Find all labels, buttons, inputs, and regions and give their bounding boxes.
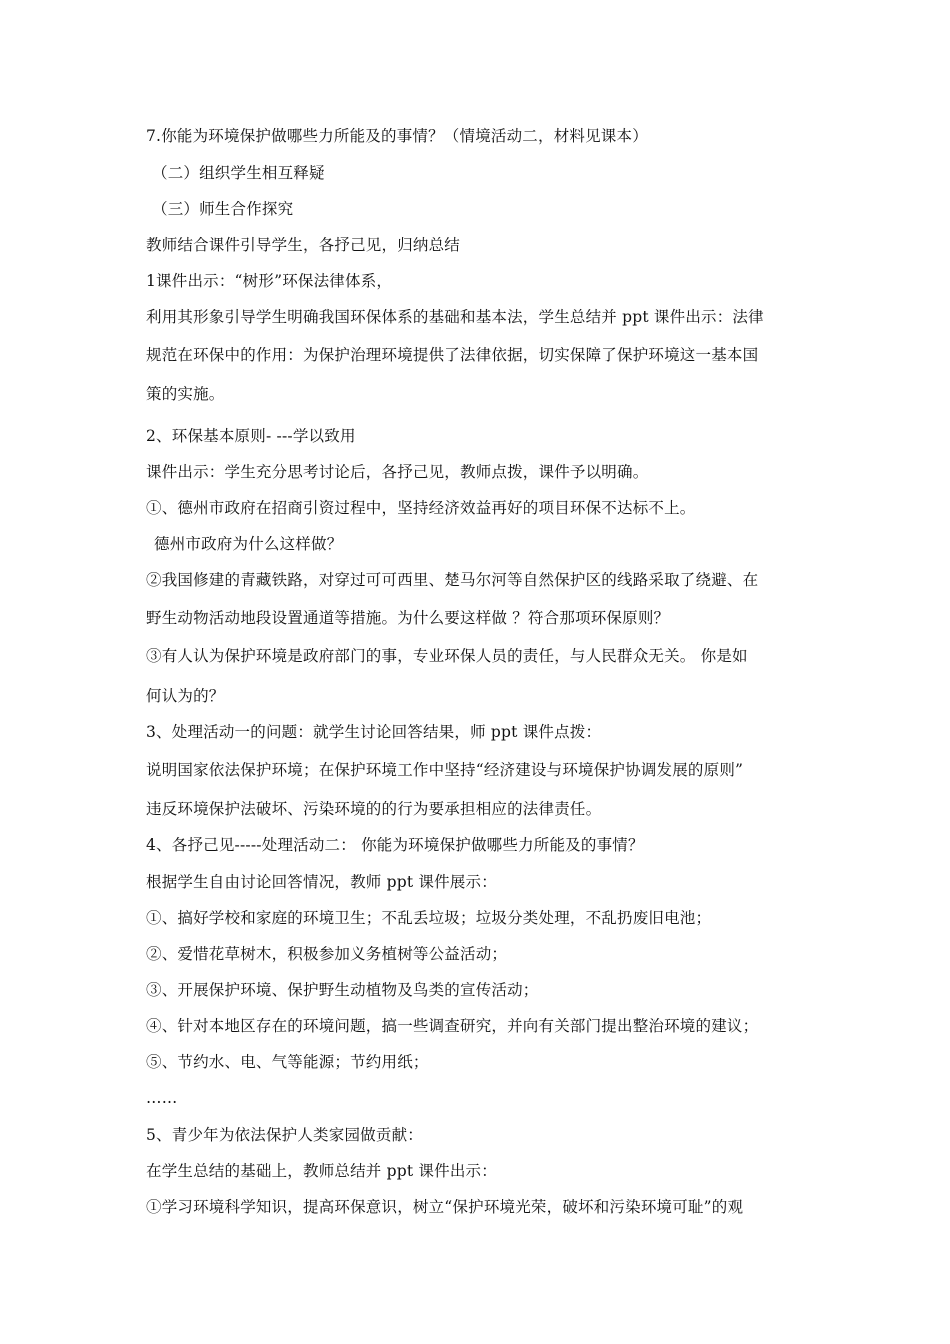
- text-line-list-item: ②、爱惜花草树木，积极参加义务植树等公益活动；: [146, 945, 508, 963]
- text-line-question-7: 7.你能为环境保护做哪些力所能及的事情？（情境活动二，材料见课本）: [146, 127, 648, 145]
- text-line: ①学习环境科学知识，提高环保意识，树立“保护环境光荣，破坏和污染环境可耻”的观: [146, 1198, 744, 1216]
- text-line: ③有人认为保护环境是政府部门的事，专业环保人员的责任，与人民群众无关。 你是如: [146, 647, 748, 665]
- text-line-list-item: ③、开展保护环境、保护野生动植物及鸟类的宣传活动；: [146, 981, 539, 999]
- text-line-item-2: 2、环保基本原则- ---学以致用: [146, 427, 356, 445]
- text-line-section-3: （三）师生合作探究: [152, 200, 294, 218]
- text-line-list-item: ①、搞好学校和家庭的环境卫生；不乱丢垃圾；垃圾分类处理，不乱扔废旧电池；: [146, 909, 712, 927]
- text-line: 何认为的？: [146, 687, 225, 705]
- text-line: 野生动物活动地段设置通道等措施。为什么要这样做 ？符合那项环保原则？: [146, 609, 670, 627]
- text-line-section-2: （二）组织学生相互释疑: [152, 164, 325, 182]
- text-line: ②我国修建的青藏铁路，对穿过可可西里、楚马尔河等自然保护区的线路采取了绕避、在: [146, 571, 759, 589]
- text-line: 根据学生自由讨论回答情况，教师 ppt 课件展示：: [146, 873, 497, 891]
- text-line: 在学生总结的基础上，教师总结并 ppt 课件出示：: [146, 1162, 497, 1180]
- text-line: 违反环境保护法破坏、污染环境的的行为要承担相应的法律责任。: [146, 800, 602, 818]
- text-line: 规范在环保中的作用：为保护治理环境提供了法律依据，切实保障了保护环境这一基本国: [146, 346, 759, 364]
- text-line: 说明国家依法保护环境；在保护环境工作中坚持“经济建设与环境保护协调发展的原则”: [146, 761, 744, 779]
- text-line: ①、德州市政府在招商引资过程中，坚持经济效益再好的项目环保不达标不上。: [146, 499, 696, 517]
- text-line-list-item: ④、针对本地区存在的环境问题，搞一些调查研究，并向有关部门提出整治环境的建议；: [146, 1017, 759, 1035]
- text-line: 德州市政府为什么这样做？: [154, 535, 343, 553]
- text-line-item-3: 3、处理活动一的问题：就学生讨论回答结果，师 ppt 课件点拨：: [146, 723, 602, 741]
- text-line-item-4: 4、各抒己见-----处理活动二： 你能为环境保护做哪些力所能及的事情？: [146, 836, 644, 854]
- text-line: 策的实施。: [146, 385, 225, 403]
- text-line: 课件出示：学生充分思考讨论后，各抒己见，教师点拨，课件予以明确。: [146, 463, 649, 481]
- text-line-ellipsis: ……: [146, 1089, 178, 1107]
- text-line: 利用其形象引导学生明确我国环保体系的基础和基本法，学生总结并 ppt 课件出示：法律: [146, 308, 764, 326]
- text-line-list-item: ⑤、节约水、电、气等能源；节约用纸；: [146, 1053, 429, 1071]
- text-line-item-5: 5、青少年为依法保护人类家园做贡献：: [146, 1126, 423, 1144]
- text-line-item-1: 1课件出示：“树形”环保法律体系，: [146, 272, 393, 290]
- text-line: 教师结合课件引导学生，各抒己见，归纳总结: [146, 236, 461, 254]
